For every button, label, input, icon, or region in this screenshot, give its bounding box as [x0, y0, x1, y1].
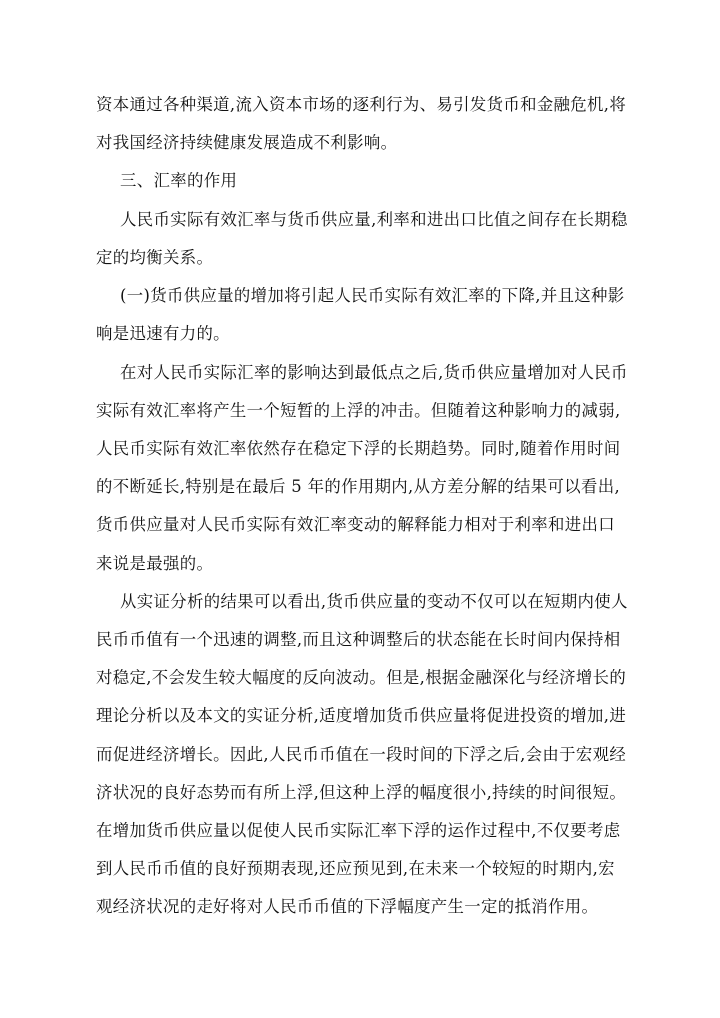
body-text-line: 实际有效汇率将产生一个短暂的上浮的冲击。但随着这种影响力的减弱,	[96, 401, 621, 420]
body-text-line: 济状况的良好态势而有所上浮,但这种上浮的幅度很小,持续的时间很短。	[96, 783, 627, 802]
body-text-line: 从实证分析的结果可以看出,货币供应量的变动不仅可以在短期内使人	[120, 592, 628, 611]
body-text-line: 而促进经济增长。因此,人民币币值在一段时间的下浮之后,会由于宏观经	[96, 745, 627, 764]
body-text-line: 到人民币币值的良好预期表现,还应预见到,在未来一个较短的时期内,宏	[96, 859, 615, 878]
body-text-line: 理论分析以及本文的实证分析,适度增加货币供应量将促进投资的增加,进	[96, 706, 627, 725]
body-text-line: 在增加货币供应量以促使人民币实际汇率下浮的运作过程中,不仅要考虑	[96, 821, 621, 840]
body-text-line: 人民币实际有效汇率与货币供应量,利率和进出口比值之间存在长期稳	[120, 210, 628, 229]
body-text-line: 对我国经济持续健康发展造成不利影响。	[96, 133, 398, 152]
body-text-line: 观经济状况的走好将对人民币币值的下浮幅度产生一定的抵消作用。	[96, 897, 599, 916]
body-text-line: 对稳定,不会发生较大幅度的反向波动。但是,根据金融深化与经济增长的	[96, 668, 627, 687]
body-text-line: 响是迅速有力的。	[96, 324, 230, 343]
subsection-heading: (一)货币供应量的增加将引起人民币实际有效汇率的下降,并且这种影	[120, 286, 625, 305]
body-text-line: 来说是最强的。	[96, 554, 214, 573]
section-heading: 三、汇率的作用	[120, 171, 238, 190]
body-text-line: 资本通过各种渠道,流入资本市场的逐利行为、易引发货币和金融危机,将	[96, 95, 627, 114]
body-text-line: 在对人民币实际汇率的影响达到最低点之后,货币供应量增加对人民币	[120, 363, 628, 382]
body-text-line: 民币币值有一个迅速的调整,而且这种调整后的状态能在长时间内保持相	[96, 630, 621, 649]
body-text-line: 的不断延长,特别是在最后 5 年的作用期内,从方差分解的结果可以看出,	[96, 477, 621, 496]
body-text-line: 人民币实际有效汇率依然存在稳定下浮的长期趋势。同时,随着作用时间	[96, 439, 621, 458]
body-text-line: 定的均衡关系。	[96, 248, 214, 267]
body-text-line: 货币供应量对人民币实际有效汇率变动的解释能力相对于利率和进出口	[96, 515, 615, 534]
